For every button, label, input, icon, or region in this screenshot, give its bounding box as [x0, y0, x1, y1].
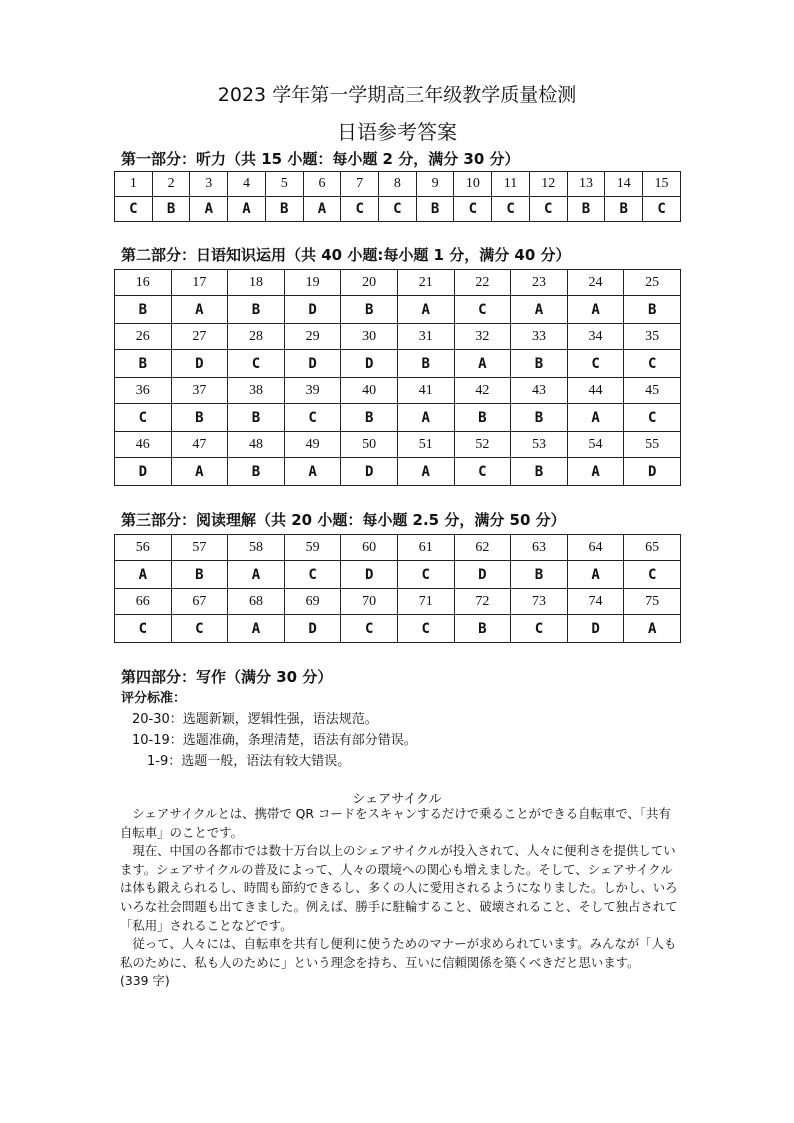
answer-cell: A — [190, 197, 228, 222]
answer-cell: D — [284, 350, 341, 378]
answer-cell: B — [454, 404, 511, 432]
question-number: 55 — [624, 432, 681, 458]
answer-cell: A — [228, 615, 285, 643]
question-number: 59 — [284, 535, 341, 561]
answer-cell: B — [511, 458, 568, 486]
question-number: 74 — [567, 589, 624, 615]
page-subtitle: 日语参考答案 — [337, 120, 457, 144]
question-number: 36 — [115, 378, 172, 404]
answer-cell: B — [341, 296, 398, 324]
answer-cell: A — [567, 561, 624, 589]
page-title: 2023 学年第一学期高三年级教学质量检测 — [217, 84, 577, 106]
answer-cell: A — [397, 458, 454, 486]
part3-heading: 第三部分：阅读理解（共 20 小题：每小题 2.5 分，满分 50 分） — [121, 511, 566, 529]
question-number: 71 — [397, 589, 454, 615]
question-number: 47 — [171, 432, 228, 458]
answer-row — [115, 561, 681, 589]
question-number: 30 — [341, 324, 398, 350]
answer-cell: B — [265, 197, 303, 222]
question-number: 29 — [284, 324, 341, 350]
answer-cell: D — [567, 615, 624, 643]
answer-cell: C — [115, 197, 153, 222]
part4-heading: 第四部分：写作（满分 30 分） — [121, 668, 333, 686]
question-number: 42 — [454, 378, 511, 404]
question-number: 26 — [115, 324, 172, 350]
answer-cell: B — [171, 561, 228, 589]
answer-cell: B — [511, 350, 568, 378]
part2-heading: 第二部分：日语知识运用（共 40 小题:每小题 1 分，满分 40 分） — [121, 246, 571, 264]
question-number: 12 — [529, 172, 567, 197]
question-number: 15 — [643, 172, 681, 197]
question-number: 19 — [284, 270, 341, 296]
answer-cell: B — [228, 458, 285, 486]
answer-cell: B — [605, 197, 643, 222]
answer-cell: A — [397, 404, 454, 432]
question-number-row — [115, 270, 681, 296]
question-number: 38 — [228, 378, 285, 404]
question-number: 10 — [454, 172, 492, 197]
question-number: 65 — [624, 535, 681, 561]
question-number: 45 — [624, 378, 681, 404]
question-number-row — [115, 432, 681, 458]
answer-cell: A — [284, 458, 341, 486]
essay-paragraph — [120, 935, 680, 991]
answer-cell: B — [511, 404, 568, 432]
question-number: 44 — [567, 378, 624, 404]
question-number: 60 — [341, 535, 398, 561]
essay-paragraph: シェアサイクルとは、携帯で QR コードをスキャンするだけで乗ることができる自転車で、「共有自転車」のことです。 — [120, 806, 671, 840]
essay-paragraph: 現在、中国の各都市では数十万台以上のシェアサイクルが投入されて、人々に便利さを提供しています。シェアサイクルの普及によって、人々の環境への関心も増えました。そして、シェアサイクルは体も鍛えられるし、時間も節約できるし、多くの人に愛用されるようになりました。しかし、いろいろな社会問題も出てきました。例えば、勝手に駐輪すること、破壊されること、そして独占されて「私用」されることなどです。 — [120, 843, 678, 933]
answer-cell: C — [624, 350, 681, 378]
answer-cell: C — [171, 615, 228, 643]
answer-cell: A — [228, 197, 266, 222]
question-number: 73 — [511, 589, 568, 615]
answer-cell: B — [624, 296, 681, 324]
question-number: 61 — [397, 535, 454, 561]
answer-cell: D — [284, 615, 341, 643]
question-number: 49 — [284, 432, 341, 458]
question-number: 16 — [115, 270, 172, 296]
part1-heading: 第一部分：听力（共 15 小题：每小题 2 分，满分 30 分） — [121, 150, 520, 168]
question-number-row — [115, 172, 681, 197]
answer-cell: A — [171, 458, 228, 486]
answer-cell: A — [454, 350, 511, 378]
answer-cell: D — [115, 458, 172, 486]
answer-cell: A — [567, 458, 624, 486]
answer-cell: D — [341, 350, 398, 378]
answer-cell: D — [624, 458, 681, 486]
answer-cell: B — [567, 197, 605, 222]
answer-cell: B — [228, 296, 285, 324]
part1-answer-table — [114, 171, 681, 222]
answer-cell: C — [115, 615, 172, 643]
question-number: 18 — [228, 270, 285, 296]
question-number: 67 — [171, 589, 228, 615]
question-number: 41 — [397, 378, 454, 404]
answer-cell: C — [454, 197, 492, 222]
answer-cell: A — [228, 561, 285, 589]
answer-cell: C — [529, 197, 567, 222]
answer-row — [115, 350, 681, 378]
question-number: 75 — [624, 589, 681, 615]
answer-cell: B — [228, 404, 285, 432]
answer-cell: C — [341, 197, 379, 222]
question-number: 39 — [284, 378, 341, 404]
answer-cell: C — [397, 615, 454, 643]
answer-cell: D — [341, 458, 398, 486]
answer-cell: C — [511, 615, 568, 643]
question-number: 35 — [624, 324, 681, 350]
question-number: 1 — [115, 172, 153, 197]
answer-cell: B — [397, 350, 454, 378]
question-number: 72 — [454, 589, 511, 615]
question-number-row — [115, 324, 681, 350]
answer-cell: A — [171, 296, 228, 324]
question-number: 3 — [190, 172, 228, 197]
answer-cell: C — [624, 561, 681, 589]
answer-cell: A — [303, 197, 341, 222]
answer-cell: C — [567, 350, 624, 378]
question-number: 11 — [492, 172, 530, 197]
answer-cell: C — [341, 615, 398, 643]
answer-row — [115, 615, 681, 643]
question-number: 56 — [115, 535, 172, 561]
question-number: 66 — [115, 589, 172, 615]
question-number: 13 — [567, 172, 605, 197]
question-number: 52 — [454, 432, 511, 458]
question-number: 57 — [171, 535, 228, 561]
question-number: 6 — [303, 172, 341, 197]
question-number: 53 — [511, 432, 568, 458]
answer-cell: C — [284, 561, 341, 589]
answer-cell: C — [454, 458, 511, 486]
question-number: 25 — [624, 270, 681, 296]
answer-cell: B — [454, 615, 511, 643]
question-number: 21 — [397, 270, 454, 296]
question-number-row — [115, 378, 681, 404]
answer-cell: C — [643, 197, 681, 222]
answer-cell: B — [341, 404, 398, 432]
essay-paragraph-text: 従って、人々には、自転車を共有し便利に使うためのマナーが求められています。みんなが「人も私のために、私も人のために」という理念を持ち、互いに信頼関係を築くべきだと思います。 — [120, 936, 677, 970]
answer-row — [115, 197, 681, 222]
answer-cell: B — [115, 296, 172, 324]
answer-cell: D — [454, 561, 511, 589]
question-number: 14 — [605, 172, 643, 197]
answer-cell: C — [284, 404, 341, 432]
word-count: (339 字) — [120, 973, 170, 989]
part2-answer-table — [114, 269, 681, 486]
question-number: 40 — [341, 378, 398, 404]
question-number: 22 — [454, 270, 511, 296]
question-number: 7 — [341, 172, 379, 197]
answer-cell: C — [228, 350, 285, 378]
question-number: 69 — [284, 589, 341, 615]
question-number: 70 — [341, 589, 398, 615]
question-number: 31 — [397, 324, 454, 350]
answer-cell: A — [397, 296, 454, 324]
criteria-label: 评分标准： — [121, 691, 187, 706]
question-number: 63 — [511, 535, 568, 561]
question-number: 48 — [228, 432, 285, 458]
question-number: 62 — [454, 535, 511, 561]
essay-body — [120, 805, 680, 991]
part3-answer-table — [114, 534, 681, 643]
question-number: 9 — [416, 172, 454, 197]
answer-cell: B — [511, 561, 568, 589]
answer-row — [115, 458, 681, 486]
answer-cell: A — [624, 615, 681, 643]
answer-cell: B — [152, 197, 190, 222]
question-number: 23 — [511, 270, 568, 296]
question-number-row — [115, 589, 681, 615]
answer-cell: C — [454, 296, 511, 324]
question-number: 58 — [228, 535, 285, 561]
answer-cell: B — [115, 350, 172, 378]
question-number: 33 — [511, 324, 568, 350]
question-number: 46 — [115, 432, 172, 458]
answer-cell: C — [115, 404, 172, 432]
answer-row — [115, 296, 681, 324]
question-number: 17 — [171, 270, 228, 296]
criteria-item: 20-30：选题新颖，逻辑性强，语法规范。 — [132, 712, 378, 727]
question-number: 5 — [265, 172, 303, 197]
answer-cell: A — [511, 296, 568, 324]
answer-row — [115, 404, 681, 432]
question-number: 68 — [228, 589, 285, 615]
answer-cell: A — [567, 404, 624, 432]
answer-cell: D — [284, 296, 341, 324]
question-number: 34 — [567, 324, 624, 350]
question-number: 27 — [171, 324, 228, 350]
question-number: 2 — [152, 172, 190, 197]
question-number: 37 — [171, 378, 228, 404]
question-number: 64 — [567, 535, 624, 561]
criteria-item: 1-9：选题一般，语法有较大错误。 — [147, 754, 351, 769]
answer-cell: C — [624, 404, 681, 432]
answer-cell: A — [115, 561, 172, 589]
answer-cell: B — [416, 197, 454, 222]
question-number: 28 — [228, 324, 285, 350]
question-number: 54 — [567, 432, 624, 458]
question-number: 20 — [341, 270, 398, 296]
answer-cell: C — [492, 197, 530, 222]
question-number: 4 — [228, 172, 266, 197]
question-number: 51 — [397, 432, 454, 458]
question-number: 24 — [567, 270, 624, 296]
question-number-row — [115, 535, 681, 561]
question-number: 32 — [454, 324, 511, 350]
criteria-item: 10-19：选题准确，条理清楚，语法有部分错误。 — [132, 733, 417, 748]
answer-cell: D — [171, 350, 228, 378]
question-number: 8 — [379, 172, 417, 197]
question-number: 50 — [341, 432, 398, 458]
answer-cell: D — [341, 561, 398, 589]
answer-cell: C — [379, 197, 417, 222]
answer-cell: A — [567, 296, 624, 324]
question-number: 43 — [511, 378, 568, 404]
answer-cell: B — [171, 404, 228, 432]
answer-cell: C — [397, 561, 454, 589]
essay-title: シェアサイクル — [352, 792, 442, 807]
